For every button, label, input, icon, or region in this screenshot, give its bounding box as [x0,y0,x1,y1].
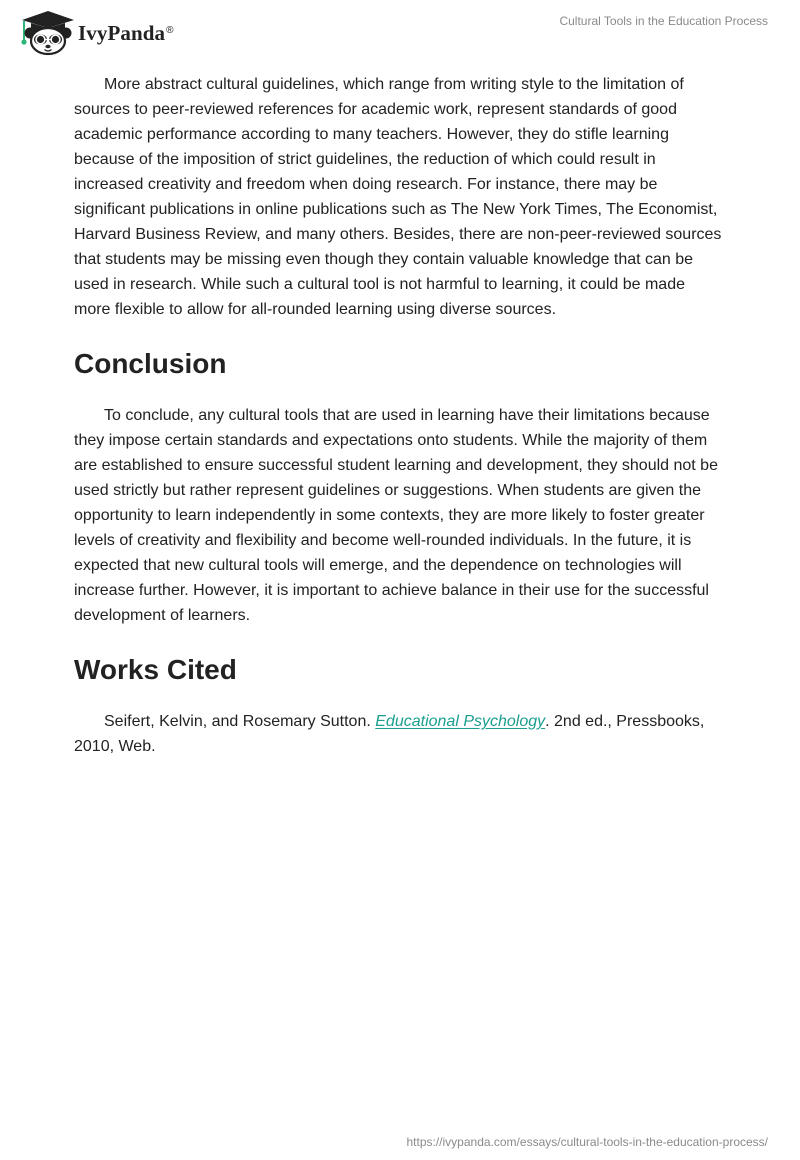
conclusion-heading: Conclusion [74,348,227,379]
citation-details: . 2nd ed., Pressbooks, 2010, Web. [74,713,705,755]
document-title: Cultural Tools in the Education Process [559,14,768,28]
citation-entry [74,709,724,759]
conclusion-paragraph: To conclude, any cultural tools that are used in learning have their limitations because they impose certain standards and expectations onto students. While the majority of them are established to ensure successful student learning and development, they should not be used strictly but rather represent guidelines or suggestions. When students are given the opportunity to learn independently in some contexts, they are more likely to foster greater levels of creativity and flexibility and become well-rounded individuals. In the future, it is expected that new cultural tools will emerge, and the dependence on technologies will increase further. However, it is important to achieve balance in their use for the successful development of learners. [74,407,718,624]
essay-content [74,72,724,759]
brand-name: IvyPanda [78,20,166,45]
footer-url: https://ivypanda.com/essays/cultural-tools-in-the-education-process/ [406,1135,768,1149]
citation-title-link[interactable]: Educational Psychology [375,713,546,730]
works-cited-heading: Works Cited [74,654,237,685]
panda-graduate-icon [14,8,74,56]
page-header [0,0,800,62]
citation-authors: Seifert, Kelvin, and Rosemary Sutton. [104,713,376,730]
registered-mark: ® [166,25,174,37]
ivypanda-logo[interactable] [14,8,224,56]
intro-paragraph: More abstract cultural guidelines, which range from writing style to the limitation of sources to peer-reviewed references for academic work, represent standards of good academic performance according to many teachers. However, they do stifle learning because of the imposition of strict guidelines, the reduction of which could result in increased creativity and freedom when doing research. For instance, there may be significant publications in online publications such as The New York Times, The Economist, Harvard Business Review, and many others. Besides, there are non-peer-reviewed sources that students may be missing even though they contain valuable knowledge that can be used in research. While such a cultural tool is not harmful to learning, it could be made more flexible to allow for all-rounded learning using diverse sources. [74,76,722,318]
